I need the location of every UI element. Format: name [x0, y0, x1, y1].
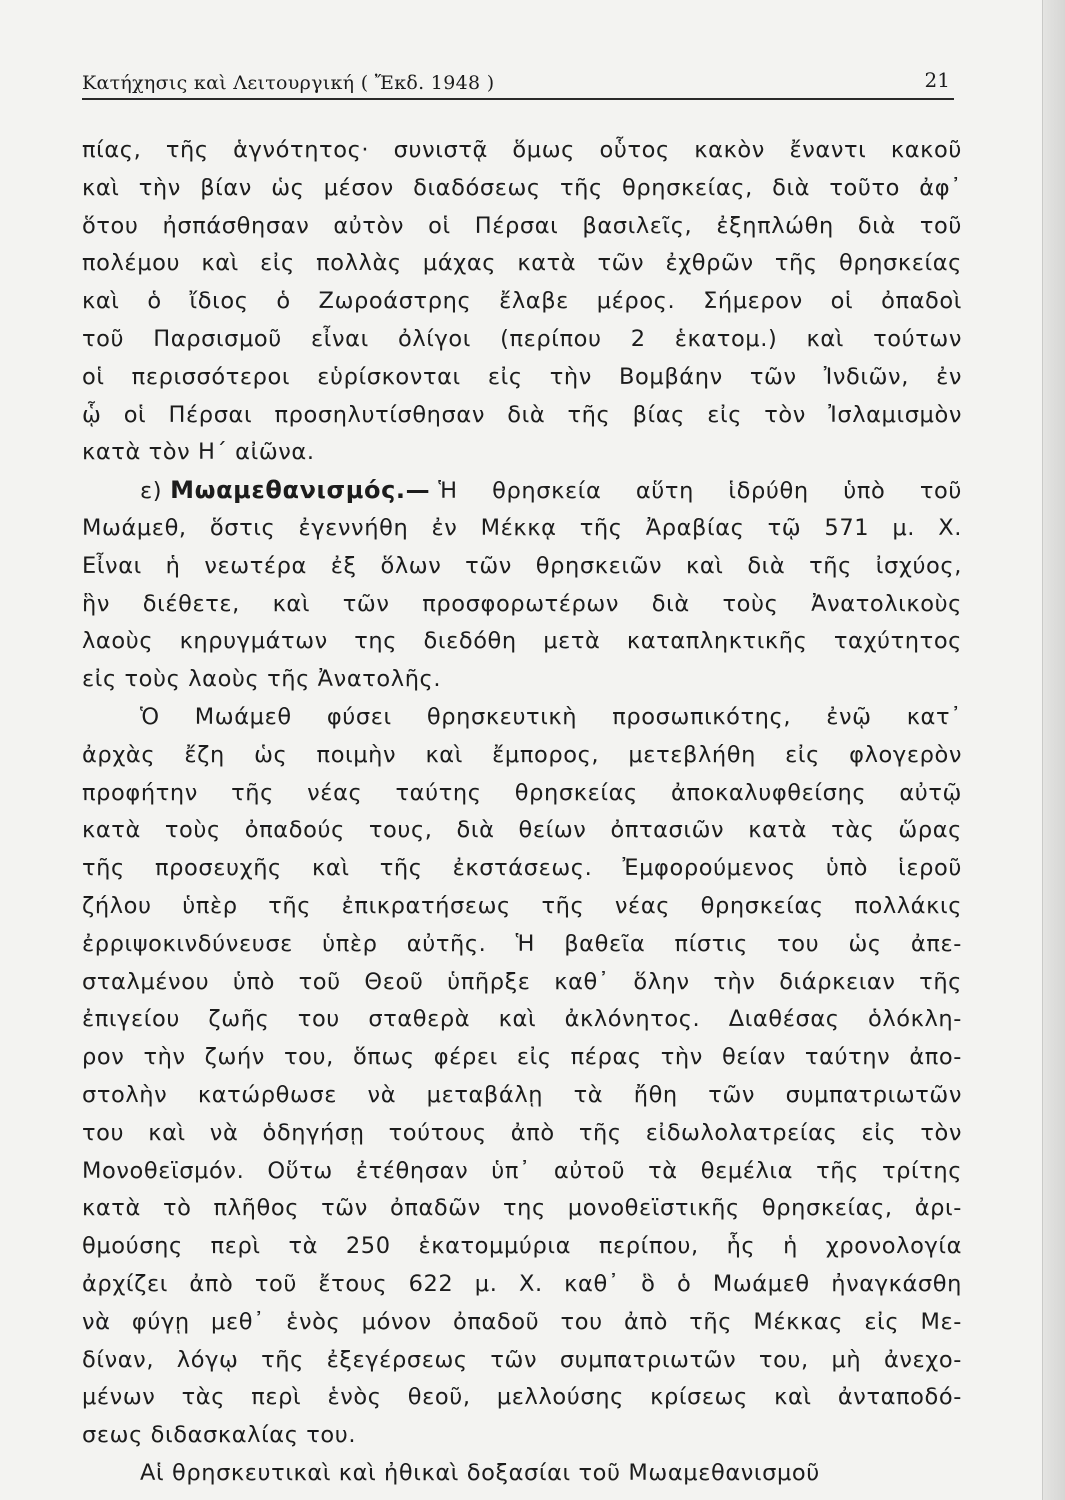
text-line: δίναν, λόγῳ τῆς ἐξεγέρσεως τῶν συμπατριωτῶν του, μὴ ἀνεχο-: [82, 1346, 962, 1373]
text-line: ἣν διέθετε, καὶ τῶν προσφορωτέρων διὰ τοὺς Ἀνατολικοὺς: [82, 590, 962, 617]
text-line: σεως διδασκαλίας του.: [82, 1422, 357, 1449]
text-line: κατὰ τὸ πλῆθος τῶν ὀπαδῶν της μονοθεϊστικῆς θρησκείας, ἀρι-: [82, 1195, 962, 1222]
text-line: του καὶ νὰ ὁδηγήσῃ τούτους ἀπὸ τῆς εἰδωλολατρείας εἰς τὸν: [82, 1119, 962, 1146]
text-line: ἀρχὰς ἔζη ὡς ποιμὴν καὶ ἔμπορος, μετεβλήθη εἰς φλογερὸν: [82, 741, 962, 768]
text-line: ὅτου ἠσπάσθησαν αὐτὸν οἱ Πέρσαι βασιλεῖς, ἐξηπλώθη διὰ τοῦ: [82, 212, 962, 239]
section-heading-line: [82, 472, 962, 510]
section-label: ε): [140, 478, 163, 505]
text-line: προφήτην τῆς νέας ταύτης θρησκείας ἀποκαλυφθείσης αὐτῷ: [82, 779, 962, 806]
section-title: Μωαμεθανισμός.—: [170, 476, 431, 505]
section-first-line: Ἡ θρησκεία αὕτη ἱδρύθη ὑπὸ τοῦ: [438, 478, 962, 505]
section-islam: [82, 472, 962, 699]
text-line: πολέμου καὶ εἰς πολλὰς μάχας κατὰ τῶν ἐχθρῶν τῆς θρησκείας: [82, 250, 962, 277]
text-line: σταλμένου ὑπὸ τοῦ Θεοῦ ὑπῆρξε καθ᾽ ὅλην τὴν διάρκειαν τῆς: [82, 968, 962, 995]
text-line: πίας, τῆς ἁγνότητος· συνιστᾷ ὅμως οὗτος κακὸν ἔναντι κακοῦ: [82, 137, 962, 163]
text-line: νὰ φύγῃ μεθ᾽ ἑνὸς μόνον ὀπαδοῦ του ἀπὸ τῆς Μέκκας εἰς Με-: [82, 1308, 962, 1335]
text-line: ρον τὴν ζωήν του, ὅπως φέρει εἰς πέρας τὴν θείαν ταύτην ἀπο-: [82, 1044, 962, 1071]
text-line: εἰς τοὺς λαοὺς τῆς Ἀνατολῆς.: [82, 666, 442, 693]
text-line: τῆς προσευχῆς καὶ τῆς ἐκστάσεως. Ἐμφορούμενος ὑπὸ ἱεροῦ: [82, 855, 962, 882]
text-line: ζήλου ὑπὲρ τῆς ἐπικρατήσεως τῆς νέας θρησκείας πολλάκις: [82, 892, 962, 919]
paragraph-mohammed: [82, 699, 962, 1455]
page-edge: [1042, 0, 1065, 1500]
body-text: [82, 132, 962, 1493]
text-line: ἀρχίζει ἀπὸ τοῦ ἔτους 622 μ. Χ. καθ᾽ ὃ ὁ Μωάμεθ ἠναγκάσθη: [82, 1270, 962, 1297]
text-line: Μονοθεϊσμόν. Οὕτω ἐτέθησαν ὑπ᾽ αὐτοῦ τὰ θεμέλια τῆς τρίτης: [82, 1157, 962, 1184]
text-line: κατὰ τοὺς ὀπαδούς τους, διὰ θείων ὀπτασιῶν κατὰ τὰς ὥρας: [82, 817, 962, 844]
text-line: καὶ ὁ ἴδιος ὁ Ζωροάστρης ἔλαβε μέρος. Σήμερον οἱ ὀπαδοὶ: [82, 288, 962, 315]
text-line: Μωάμεθ, ὅστις ἐγεννήθη ἐν Μέκκᾳ τῆς Ἀραβίας τῷ 571 μ. Χ.: [82, 514, 962, 541]
text-line: οἱ περισσότεροι εὑρίσκονται εἰς τὴν Βομβάην τῶν Ἰνδιῶν, ἐν: [82, 363, 962, 390]
paragraph-beliefs: [82, 1455, 962, 1493]
text-line: τοῦ Παρσισμοῦ εἶναι ὀλίγοι (περίπου 2 ἑκατομ.) καὶ τούτων: [82, 325, 962, 352]
text-line: θμούσης περὶ τὰ 250 ἑκατομμύρια περίπου, ἧς ἡ χρονολογία: [82, 1233, 962, 1260]
text-line: στολὴν κατώρθωσε νὰ μεταβάλῃ τὰ ἤθη τῶν συμπατριωτῶν: [82, 1081, 962, 1108]
text-line: ἐρριψοκινδύνευσε ὑπὲρ αὐτῆς. Ἡ βαθεῖα πίστις του ὡς ἀπε-: [82, 930, 962, 957]
page-number: 21: [924, 68, 950, 92]
text-line: λαοὺς κηρυγμάτων της διεδόθη μετὰ καταπληκτικῆς ταχύτητος: [82, 628, 962, 655]
text-line: ᾧ οἱ Πέρσαι προσηλυτίσθησαν διὰ τῆς βίας εἰς τὸν Ἰσλαμισμὸν: [82, 401, 962, 428]
text-line: Αἱ θρησκευτικαὶ καὶ ἠθικαὶ δοξασίαι τοῦ Μωαμεθανισμοῦ: [140, 1459, 820, 1486]
paragraph-zoroastrianism-end: [82, 132, 962, 472]
text-line: ἐπιγείου ζωῆς του σταθερὰ καὶ ἀκλόνητος. Διαθέσας ὁλόκλη-: [82, 1006, 962, 1033]
text-line: καὶ τὴν βίαν ὡς μέσον διαδόσεως τῆς θρησκείας, διὰ τοῦτο ἀφ᾽: [82, 174, 962, 201]
text-line: μένων τὰς περὶ ἑνὸς θεοῦ, μελλούσης κρίσεως καὶ ἀνταποδό-: [82, 1384, 962, 1411]
text-line: Ὁ Μωάμεθ φύσει θρησκευτικὴ προσωπικότης, ἐνῷ κατ᾽: [140, 703, 962, 730]
text-line: Εἶναι ἡ νεωτέρα ἐξ ὅλων τῶν θρησκειῶν καὶ διὰ τῆς ἰσχύος,: [82, 552, 962, 579]
running-title: Κατήχησις καὶ Λειτουργική ( Ἔκδ. 1948 ): [82, 72, 495, 94]
page-header: [82, 68, 954, 100]
text-line: κατὰ τὸν Η΄ αἰῶνα.: [82, 439, 315, 466]
